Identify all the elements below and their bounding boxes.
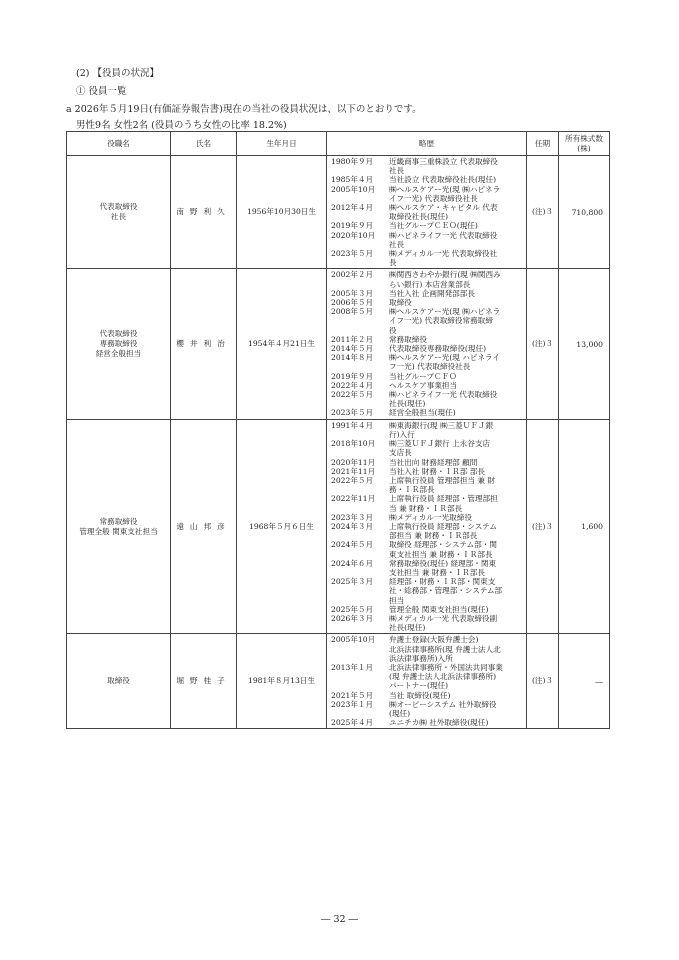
officer-position: 常務取締役 管理全般 関東支社担当 [67, 419, 171, 634]
career-entry [327, 249, 526, 267]
career-text: 当社出向 財務経理部 顧問 [389, 457, 478, 467]
career-date: 2002年２月 [331, 270, 374, 280]
career-date: 2013年１月 [331, 662, 374, 672]
career-date: 2023年５月 [331, 249, 374, 259]
table-row [67, 269, 610, 419]
officer-name: 南野利久 [171, 156, 237, 269]
officer-birthdate: 1968年５月６日生 [237, 419, 327, 634]
career-date: 2025年５月 [331, 604, 374, 614]
officer-position: 代表取締役 専務取締役 経営全般担当 [67, 269, 171, 419]
career-text: 管理全般 関東支社担当(現任) [389, 604, 489, 614]
officer-position: 取締役 [67, 634, 171, 729]
career-text: 当社グループＣＥＯ(現任) [389, 221, 478, 231]
career-entry [327, 663, 526, 691]
officer-table [66, 131, 610, 729]
career-entry [327, 635, 526, 663]
officer-term: (注)３ [527, 419, 559, 634]
career-entry [327, 467, 526, 476]
career-entry [327, 540, 526, 558]
career-text: 経理部・財務・ＩＲ部・関東支 社・総務部・管理部・システム部 担当 [389, 577, 503, 605]
career-text: 上席執行役員 経理部・システム 部担当 兼 財務・ＩＲ部長 [389, 521, 497, 541]
career-date: 2023年１月 [331, 699, 374, 709]
career-date: 2026年３月 [331, 613, 374, 623]
career-entry [327, 390, 526, 408]
career-text: ㈱メディカル一光 代表取締役副 社長(現任) [389, 613, 498, 633]
officer-shares: 13,000 [559, 269, 610, 419]
header-birth: 生年月日 [237, 132, 327, 156]
career-entry [327, 270, 526, 288]
career-entry [327, 203, 526, 221]
officer-term: (注)３ [527, 156, 559, 269]
career-text: 取締役 [389, 298, 412, 308]
career-entry [327, 408, 526, 417]
career-text: ㈱オーピーシステム 社外取締役 (現任) [389, 699, 497, 718]
career-entry [327, 185, 526, 203]
officer-shares: 1,600 [559, 419, 610, 634]
officer-term: (注)３ [527, 269, 559, 419]
career-date: 2008年５月 [331, 307, 374, 317]
career-text: 常務取締役 [389, 334, 427, 344]
career-entry [327, 353, 526, 371]
career-date: 2022年４月 [331, 380, 374, 390]
career-entry [327, 372, 526, 381]
career-date: 2019年９月 [331, 221, 374, 231]
career-date: 2023年３月 [331, 512, 374, 522]
table-header-row [67, 132, 610, 156]
career-entry [327, 381, 526, 390]
officer-name: 堀野桂子 [171, 634, 237, 729]
career-date: 2020年10月 [331, 230, 376, 240]
career-date: 2011年２月 [331, 334, 374, 344]
career-date: 2022年５月 [331, 475, 374, 485]
career-entry [327, 494, 526, 512]
header-term: 任期 [527, 132, 559, 156]
career-entry [327, 175, 526, 184]
career-entry [327, 157, 526, 175]
career-date: 1980年９月 [331, 157, 374, 166]
career-entry [327, 298, 526, 307]
header-shares: 所有株式数(株) [559, 132, 610, 156]
career-text: 上席執行役員 管理部担当 兼 財 務・ＩＲ部長 [389, 475, 495, 495]
career-text: 当社入社 企画開発部部長 [389, 288, 475, 298]
career-date: 2023年５月 [331, 408, 374, 418]
career-date: 2005年10月 [331, 635, 376, 645]
career-text: ㈱ヘルスケア・キャピタル 代表 取締役社長(現任) [389, 203, 498, 222]
career-date: 2005年３月 [331, 288, 374, 298]
officer-birthdate: 1956年10月30日生 [237, 156, 327, 269]
career-text: 当社 取締役(現任) [389, 690, 451, 700]
career-text: ㈱ヘルスケアー光(現 ハピネライ フ一光) 代表取締役社長 [389, 353, 501, 372]
career-entry [327, 458, 526, 467]
officer-position: 代表取締役 社長 [67, 156, 171, 269]
career-date: 2022年５月 [331, 390, 374, 400]
career-entry [327, 231, 526, 249]
section-title: (2) 【役員の状況】 [76, 68, 159, 79]
career-text: 上席執行役員 経理部・管理部担 当 兼 財務・ＩＲ部長 [389, 494, 498, 513]
career-entry [327, 513, 526, 522]
career-date: 2021年11月 [331, 466, 376, 476]
career-text: ㈱関西さわやか銀行(現 ㈱関西み らい銀行) 本店営業部長 [389, 270, 501, 289]
career-entry [327, 421, 526, 439]
officer-name: 遠山邦彦 [171, 419, 237, 634]
career-date: 2024年３月 [331, 521, 374, 531]
officer-birthdate: 1981年８月13日生 [237, 634, 327, 729]
table-row [67, 634, 610, 729]
career-list [327, 634, 527, 729]
career-text: ㈱東海銀行(現 ㈱三菱ＵＦＪ銀 行)入行 [389, 420, 494, 439]
career-entry [327, 335, 526, 344]
intro-text: a 2026年５月19日(有価証券報告書)現在の当社の役員状況は、以下のとおりです。 [66, 104, 422, 115]
career-date: 2018年10月 [331, 439, 376, 449]
career-date: 2014年８月 [331, 353, 374, 363]
career-text: ㈱ハピネライフ一光 代表取締役 社長(現任) [389, 390, 498, 409]
career-date: 2024年５月 [331, 540, 374, 550]
career-list [327, 156, 527, 269]
officer-name: 櫻井利治 [171, 269, 237, 419]
officer-term: (注)３ [527, 634, 559, 729]
career-text: 常務取締役(現任) 経理部・関東 支社担当 兼 財務・ＩＲ部長 [389, 558, 497, 577]
career-text: 経営全般担当(現任) [389, 408, 456, 418]
career-date: 1991年４月 [331, 420, 374, 430]
career-text: 北浜法律事務所・外国法共同事業 (現 弁護士法人北浜法律事務所) パートナー(現任) [389, 662, 503, 691]
career-text: ユニチカ㈱ 社外取締役(現任) [389, 718, 489, 728]
table-row [67, 156, 610, 269]
career-date: 2014年５月 [331, 344, 374, 354]
career-entry [327, 691, 526, 700]
header-position: 役職名 [67, 132, 171, 156]
career-list [327, 419, 527, 634]
officer-birthdate: 1954年４月21日生 [237, 269, 327, 419]
officer-shares: ― [559, 634, 610, 729]
page-number: ― 32 ― [320, 914, 359, 925]
career-text: ㈱ヘルスケアー光(現 ㈱ハピネラ イフ一光) 代表取締役常務取締 役 [389, 307, 501, 335]
career-entry [327, 700, 526, 718]
gender-ratio: 男性9名 女性2名 (役員のうち女性の比率 18.2%) [76, 120, 287, 131]
career-entry [327, 344, 526, 353]
career-date: 2020年11月 [331, 457, 376, 467]
career-date: 2022年11月 [331, 494, 376, 504]
career-text: ㈱三菱ＵＦＪ銀行 上永谷支店 支店長 [389, 439, 491, 458]
career-date: 2006年５月 [331, 298, 374, 308]
career-date: 2005年10月 [331, 184, 376, 194]
career-entry [327, 476, 526, 494]
table-row [67, 419, 610, 634]
officer-shares: 710,800 [559, 156, 610, 269]
career-text: ヘルスケア事業担当 [389, 380, 458, 390]
career-text: 近畿商事三重株設立 代表取締役 社長 [389, 157, 498, 176]
career-text: 取締役 経理部・システム部・関 東支社担当 兼 財務・ＩＲ部長 [389, 540, 497, 559]
career-entry [327, 522, 526, 540]
career-date: 2019年９月 [331, 371, 374, 381]
career-entry [327, 559, 526, 577]
career-text: ㈱ヘルスケアー光(現 ㈱ハピネラ イフ一光) 代表取締役社長 [389, 184, 501, 203]
career-text: 弁護士登録(大阪弁護士会) 北浜法律事務所(現 弁護士法人北 浜法律事務所)入所 [389, 635, 501, 663]
header-career: 略歴 [327, 132, 527, 156]
career-entry [327, 605, 526, 614]
career-entry [327, 289, 526, 298]
career-date: 2025年４月 [331, 718, 374, 728]
career-list [327, 269, 527, 419]
career-text: ㈱メディカル一光取締役 [389, 512, 472, 522]
subsection-title: ① 役員一覧 [76, 86, 127, 97]
career-date: 2024年６月 [331, 558, 374, 568]
career-entry [327, 221, 526, 230]
career-date: 2012年４月 [331, 203, 374, 213]
career-text: ㈱ハピネライフ一光 代表取締役 社長 [389, 230, 498, 249]
career-entry [327, 307, 526, 335]
header-name: 氏名 [171, 132, 237, 156]
career-date: 1985年４月 [331, 175, 374, 185]
career-text: 当社グループＣＦＯ [389, 371, 457, 381]
career-date: 2025年３月 [331, 577, 374, 587]
career-text: 当社設立 代表取締役社長(現任) [389, 175, 497, 185]
career-text: 代表取締役専務取締役(現任) [389, 344, 487, 354]
career-text: 当社入社 財務・ＩＲ部 部長 [389, 466, 485, 476]
career-entry [327, 439, 526, 457]
career-entry [327, 614, 526, 632]
career-date: 2021年５月 [331, 690, 374, 700]
career-text: ㈱メディカル一光 代表取締役社 長 [389, 249, 498, 268]
career-entry [327, 718, 526, 727]
career-entry [327, 577, 526, 605]
